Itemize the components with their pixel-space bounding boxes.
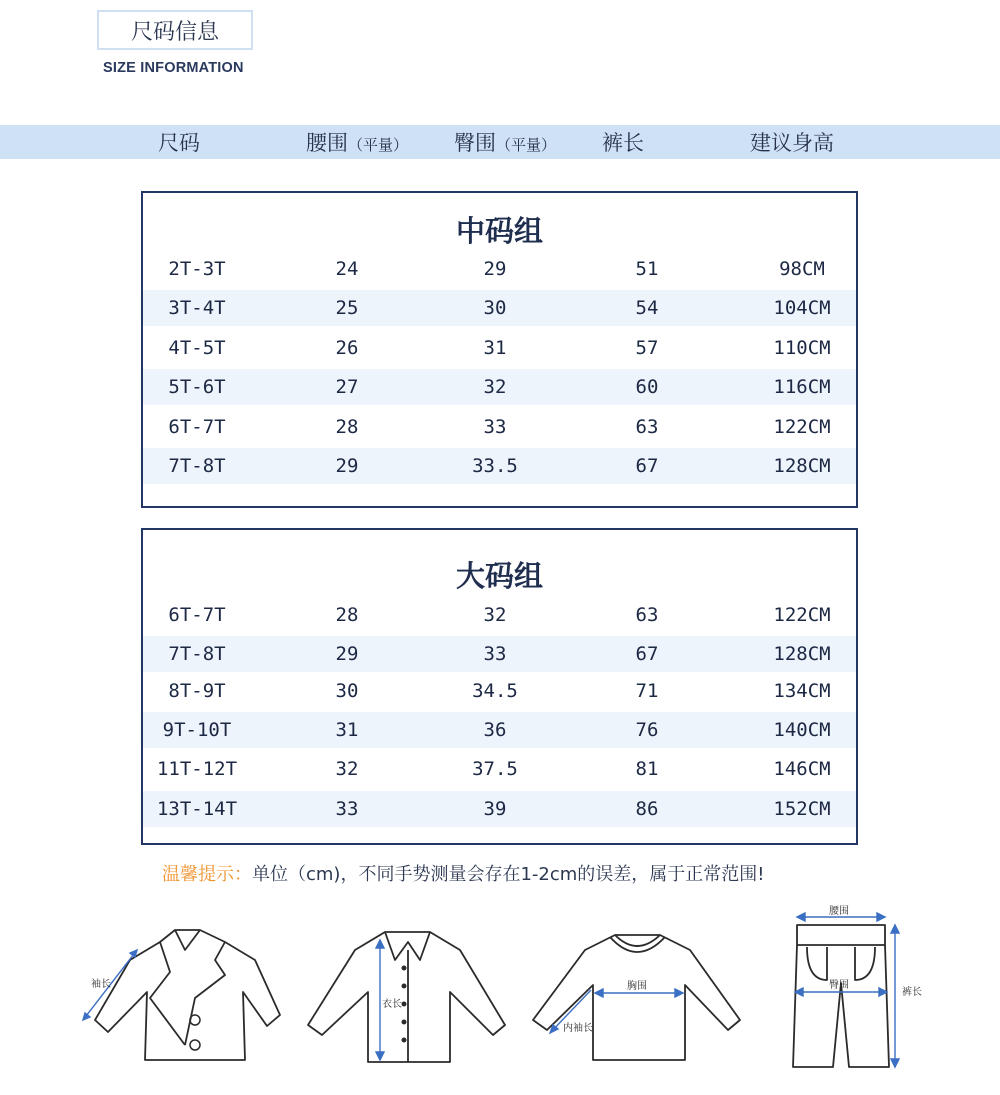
hip-cell: 32 xyxy=(483,604,507,626)
large-group-table xyxy=(141,528,858,845)
height-cell: 104CM xyxy=(773,297,831,319)
chest-label: 胸围 xyxy=(627,981,647,992)
waist-cell: 29 xyxy=(335,455,359,477)
length-cell: 71 xyxy=(635,680,659,702)
height-cell: 140CM xyxy=(773,719,831,741)
sweater-diagram xyxy=(525,925,750,1070)
column-hip-unit: （平量） xyxy=(496,136,557,154)
inner-sleeve-label: 内袖长 xyxy=(563,1023,593,1034)
column-waist xyxy=(306,125,408,159)
height-cell: 116CM xyxy=(773,376,831,398)
tip-text: 单位（cm)，不同手势测量会存在1-2cm的误差，属于正常范围! xyxy=(252,864,765,885)
size-cell: 6T-7T xyxy=(168,604,226,626)
column-waist-label: 腰围 xyxy=(306,131,348,155)
table-row xyxy=(143,751,856,787)
waist-cell: 30 xyxy=(335,680,359,702)
height-cell: 128CM xyxy=(773,455,831,477)
hip-cell: 31 xyxy=(483,337,507,359)
hip-cell: 29 xyxy=(483,258,507,280)
waist-cell: 33 xyxy=(335,798,359,820)
section-title: 尺码信息 xyxy=(130,19,219,45)
table-row xyxy=(143,636,856,672)
length-cell: 63 xyxy=(635,416,659,438)
pants-diagram xyxy=(785,895,925,1075)
size-cell: 7T-8T xyxy=(168,455,226,477)
table-row xyxy=(143,369,856,405)
length-cell: 67 xyxy=(635,455,659,477)
size-cell: 5T-6T xyxy=(168,376,226,398)
hip-label: 臀围 xyxy=(829,980,849,991)
pants-length-label: 裤长 xyxy=(902,987,922,998)
column-waist-unit: （平量） xyxy=(348,136,409,154)
hip-cell: 32 xyxy=(483,376,507,398)
height-cell: 134CM xyxy=(773,680,831,702)
height-cell: 128CM xyxy=(773,643,831,665)
shirt-diagram xyxy=(300,920,515,1070)
size-cell: 3T-4T xyxy=(168,297,226,319)
waist-cell: 27 xyxy=(335,376,359,398)
size-cell: 2T-3T xyxy=(168,258,226,280)
length-cell: 81 xyxy=(635,758,659,780)
length-cell: 63 xyxy=(635,604,659,626)
section-subtitle: SIZE INFORMATION xyxy=(103,60,244,76)
length-cell: 54 xyxy=(635,297,659,319)
table-row xyxy=(143,673,856,709)
length-cell: 86 xyxy=(635,798,659,820)
waist-cell: 29 xyxy=(335,643,359,665)
sleeve-length-label: 袖长 xyxy=(91,979,111,990)
height-cell: 110CM xyxy=(773,337,831,359)
waist-cell: 25 xyxy=(335,297,359,319)
height-cell: 146CM xyxy=(773,758,831,780)
waist-cell: 32 xyxy=(335,758,359,780)
waist-label: 腰围 xyxy=(829,906,849,917)
size-cell: 9T-10T xyxy=(162,719,232,741)
column-header-band xyxy=(0,125,1000,159)
large-group-title: 大码组 xyxy=(455,559,543,593)
table-row xyxy=(143,597,856,633)
height-cell: 152CM xyxy=(773,798,831,820)
length-cell: 51 xyxy=(635,258,659,280)
table-row xyxy=(143,290,856,326)
table-row xyxy=(143,251,856,287)
table-row xyxy=(143,330,856,366)
size-cell: 13T-14T xyxy=(156,798,238,820)
size-cell: 4T-5T xyxy=(168,337,226,359)
column-hip xyxy=(454,125,556,159)
table-row xyxy=(143,448,856,484)
hip-cell: 30 xyxy=(483,297,507,319)
hip-cell: 36 xyxy=(483,719,507,741)
length-cell: 57 xyxy=(635,337,659,359)
height-cell: 122CM xyxy=(773,604,831,626)
waist-cell: 28 xyxy=(335,604,359,626)
tip-label: 温馨提示： xyxy=(162,864,252,885)
height-cell: 98CM xyxy=(779,258,825,280)
waist-cell: 26 xyxy=(335,337,359,359)
column-size: 尺码 xyxy=(158,131,200,155)
jacket-diagram xyxy=(75,920,300,1070)
column-length: 裤长 xyxy=(602,131,644,155)
size-cell: 11T-12T xyxy=(156,758,238,780)
length-cell: 60 xyxy=(635,376,659,398)
waist-cell: 31 xyxy=(335,719,359,741)
body-length-label: 衣长 xyxy=(382,999,402,1010)
length-cell: 76 xyxy=(635,719,659,741)
column-hip-label: 臀围 xyxy=(454,131,496,155)
measurement-tip xyxy=(162,860,765,886)
hip-cell: 33 xyxy=(483,643,507,665)
hip-cell: 34.5 xyxy=(472,680,518,702)
waist-cell: 28 xyxy=(335,416,359,438)
table-row xyxy=(143,712,856,748)
length-cell: 67 xyxy=(635,643,659,665)
column-height: 建议身高 xyxy=(750,131,834,155)
hip-cell: 37.5 xyxy=(472,758,518,780)
hip-cell: 33 xyxy=(483,416,507,438)
height-cell: 122CM xyxy=(773,416,831,438)
section-title-box xyxy=(97,10,253,50)
table-row xyxy=(143,409,856,445)
medium-group-table xyxy=(141,191,858,508)
size-cell: 8T-9T xyxy=(168,680,226,702)
size-cell: 6T-7T xyxy=(168,416,226,438)
waist-cell: 24 xyxy=(335,258,359,280)
table-row xyxy=(143,791,856,827)
hip-cell: 39 xyxy=(483,798,507,820)
hip-cell: 33.5 xyxy=(472,455,518,477)
size-cell: 7T-8T xyxy=(168,643,226,665)
medium-group-title: 中码组 xyxy=(455,214,543,248)
